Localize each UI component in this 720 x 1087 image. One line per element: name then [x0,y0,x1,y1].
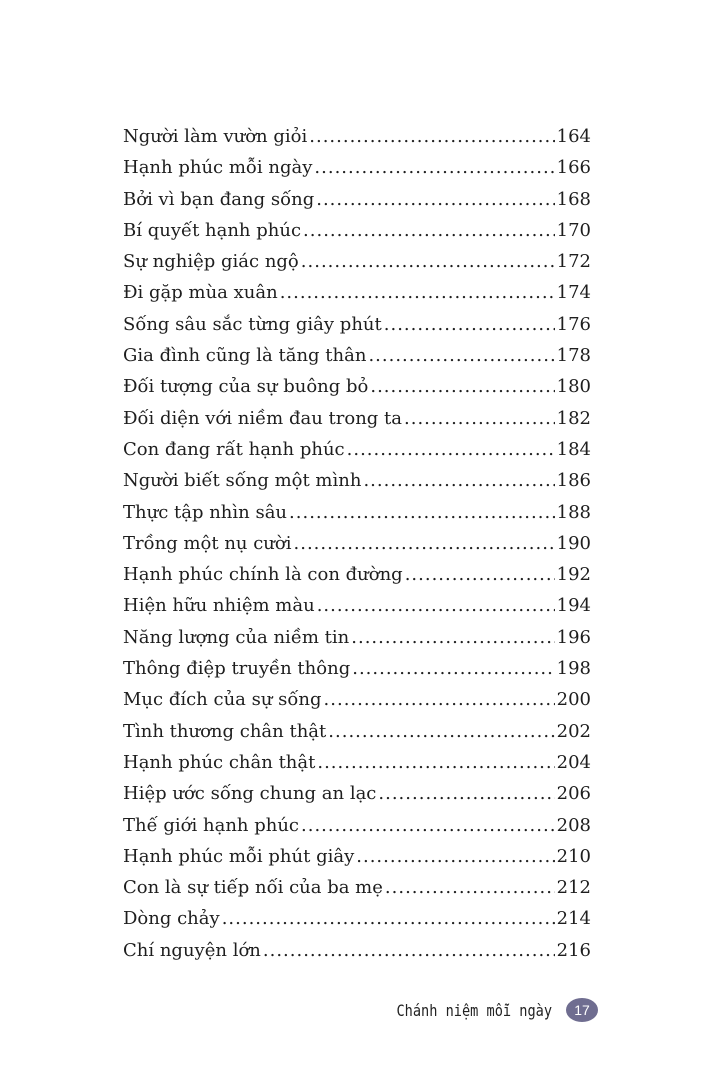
toc-entry [123,658,591,689]
toc-entry-page: 180 [556,376,591,398]
toc-entry-title: Con là sự tiếp nối của ba mẹ [123,877,383,899]
running-title: Chánh niệm mỗi ngày [396,1000,552,1020]
toc-entry-page: 184 [556,438,591,460]
toc-entry [123,126,591,157]
dot-leader [222,908,555,929]
dot-leader [317,752,554,773]
toc-entry-page: 168 [556,188,591,210]
dot-leader [352,658,554,679]
toc-entry-page: 192 [556,564,591,586]
toc-entry-title: Hạnh phúc mỗi phút giây [123,845,355,867]
toc-entry [123,376,591,407]
dot-leader [303,220,555,241]
dot-leader [263,940,555,961]
dot-leader [384,314,555,335]
table-of-contents [123,126,591,971]
dot-leader [347,439,555,460]
toc-entry-title: Sự nghiệp giác ngộ [123,251,299,273]
toc-entry-page: 164 [556,126,591,147]
toc-entry-title: Người làm vườn giỏi [123,126,308,147]
toc-entry-title: Hạnh phúc mỗi ngày [123,157,313,179]
toc-entry [123,752,591,783]
toc-entry [123,627,591,658]
toc-entry-page: 188 [556,501,591,523]
dot-leader [351,627,554,648]
dot-leader [317,595,555,616]
toc-entry-title: Đối tượng của sự buông bỏ [123,376,369,398]
toc-entry [123,408,591,439]
toc-entry-page: 200 [556,689,591,711]
toc-entry-page: 166 [556,157,591,179]
toc-entry-title: Đi gặp mùa xuân [123,282,278,304]
dot-leader [301,251,555,272]
toc-entry-title: Hạnh phúc chính là con đường [123,564,403,586]
toc-entry-title: Dòng chảy [123,908,220,930]
toc-entry-page: 198 [556,658,591,680]
toc-entry [123,940,591,971]
toc-entry [123,595,591,626]
toc-entry [123,689,591,720]
dot-leader [385,877,555,898]
toc-entry-title: Năng lượng của niềm tin [123,626,350,648]
toc-entry-page: 208 [556,814,591,836]
dot-leader [309,126,554,147]
dot-leader [314,157,554,178]
toc-entry-page: 190 [556,532,591,554]
toc-entry-page: 216 [556,939,591,961]
toc-entry [123,783,591,814]
toc-entry-page: 170 [556,219,591,241]
dot-leader [316,189,554,210]
toc-entry [123,282,591,313]
toc-entry [123,721,591,752]
toc-entry-page: 202 [556,720,591,742]
toc-entry-title: Con đang rất hạnh phúc [123,438,345,460]
toc-entry-title: Hiệp ước sống chung an lạc [123,783,377,805]
dot-leader [289,502,555,523]
toc-entry-page: 194 [556,595,591,617]
toc-entry-title: Hiện hữu nhiệm màu [123,595,315,617]
dot-leader [294,533,555,554]
toc-entry-title: Sống sâu sắc từng giây phút [123,313,382,335]
toc-entry-page: 210 [556,845,591,867]
toc-entry [123,815,591,846]
toc-entry [123,189,591,220]
dot-leader [363,470,554,491]
dot-leader [301,815,555,836]
toc-entry-title: Thông điệp truyền thông [123,658,351,680]
page-number-badge: 17 [566,998,598,1022]
toc-entry [123,220,591,251]
dot-leader [356,846,554,867]
toc-entry [123,502,591,533]
toc-entry-page: 212 [556,877,591,899]
toc-entry-page: 206 [556,783,591,805]
toc-entry [123,345,591,376]
dot-leader [328,721,554,742]
toc-entry [123,439,591,470]
toc-entry-title: Bởi vì bạn đang sống [123,188,315,210]
toc-entry-title: Hạnh phúc chân thật [123,751,316,773]
dot-leader [404,408,555,429]
toc-entry [123,564,591,595]
toc-entry [123,908,591,939]
dot-leader [370,376,554,397]
dot-leader [405,564,555,585]
dot-leader [378,783,554,804]
toc-entry-title: Chí nguyện lớn [123,939,261,961]
toc-entry-title: Thực tập nhìn sâu [123,501,288,523]
toc-entry-page: 178 [556,345,591,367]
page-footer [369,998,598,1022]
toc-entry-page: 172 [556,251,591,273]
toc-entry-title: Đối diện với niềm đau trong ta [123,407,403,429]
toc-entry-title: Tình thương chân thật [123,720,327,742]
toc-entry [123,314,591,345]
toc-entry-page: 186 [556,470,591,492]
toc-entry-title: Trồng một nụ cười [123,532,292,554]
toc-entry-page: 196 [556,626,591,648]
toc-entry-page: 176 [556,313,591,335]
toc-entry-page: 182 [556,407,591,429]
toc-entry-page: 204 [556,751,591,773]
toc-entry [123,470,591,501]
toc-entry [123,846,591,877]
toc-entry-title: Gia đình cũng là tăng thân [123,345,367,367]
dot-leader [280,282,555,303]
toc-entry-page: 174 [556,282,591,304]
toc-entry [123,877,591,908]
toc-entry-title: Bí quyết hạnh phúc [123,219,302,241]
dot-leader [368,345,554,366]
toc-entry [123,251,591,282]
toc-entry-title: Thế giới hạnh phúc [123,814,300,836]
toc-entry-title: Mục đích của sự sống [123,689,322,711]
toc-entry-title: Người biết sống một mình [123,470,362,492]
dot-leader [324,689,555,710]
toc-entry [123,157,591,188]
toc-entry-page: 214 [556,908,591,930]
toc-entry [123,533,591,564]
